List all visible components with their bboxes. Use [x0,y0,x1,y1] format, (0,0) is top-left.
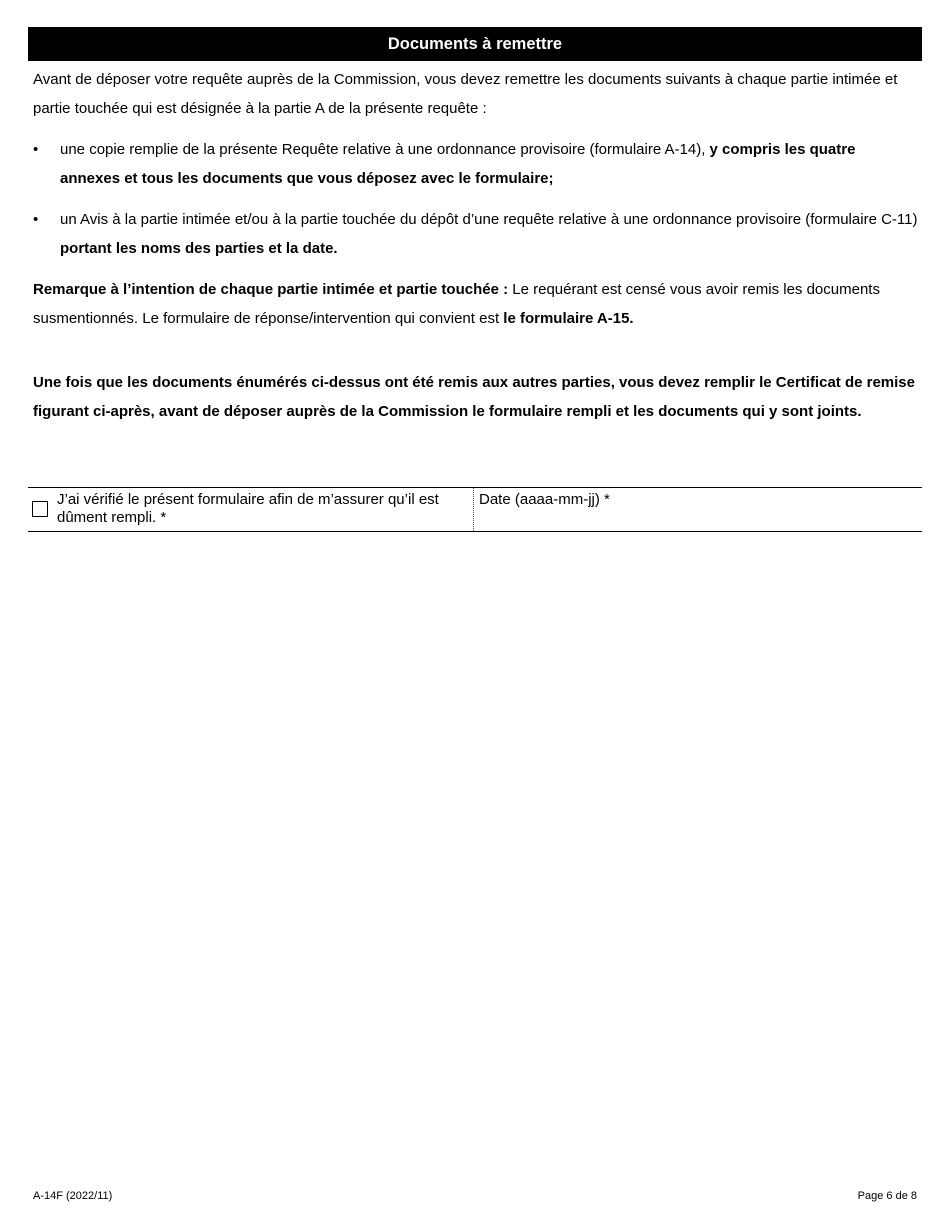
date-input[interactable] [475,489,921,530]
remark-paragraph [33,275,918,333]
remark-text: Le requérant est censé vous avoir remis les documents susmentionnés. Le formulaire de réponse/intervention qui convient est [33,281,880,327]
instruction-paragraph: Une fois que les documents énumérés ci-dessus ont été remis aux autres parties, vous devez remplir le Certificat de remise figurant ci-après, avant de déposer auprès de la Commission le formulaire rempli et les documents qui y sont joints. [33,374,915,420]
bullet-text-bold: portant les noms des parties et la date. [60,240,338,257]
section-title: Documents à remettre [387,34,563,53]
bullet-text-regular: un Avis à la partie intimée et/ou à la partie touchée du dépôt d’une requête relative à une ordonnance provisoire (formulaire C-11) [60,211,918,228]
remark-tail: le formulaire A-15. [503,310,634,327]
bullet-text [60,205,918,263]
page-number: Page 6 de 8 [857,1190,917,1202]
list-item [33,205,918,263]
form-code: A-14F (2022/11) [33,1190,113,1202]
verification-label: J’ai vérifié le présent formulaire afin de m’assurer qu’il est dûment rempli. * [57,491,439,526]
bullet-text-bold: y compris les quatre annexes et tous les documents que vous déposez avec le formulaire; [60,141,856,187]
list-item [33,135,918,193]
bullet-text [60,135,918,193]
verification-checkbox[interactable] [32,501,48,517]
intro-paragraph: Avant de déposer votre requête auprès de la Commission, vous devez remettre les documents suivants à chaque partie intimée et partie touchée qui est désignée à la partie A de la présente requête : [33,71,898,117]
date-cell[interactable] [474,488,922,531]
date-label: Date (aaaa-mm-jj) * [479,491,610,508]
bullet-marker: • [33,141,39,158]
section-header [28,27,922,61]
verification-form-row [28,487,922,532]
bullet-marker: • [33,211,39,228]
remark-lead: Remarque à l’intention de chaque partie intimée et partie touchée : [33,281,509,298]
bullet-text-regular: une copie remplie de la présente Requête relative à une ordonnance provisoire (formulaire A-14), [60,141,710,158]
verification-cell [28,488,474,531]
